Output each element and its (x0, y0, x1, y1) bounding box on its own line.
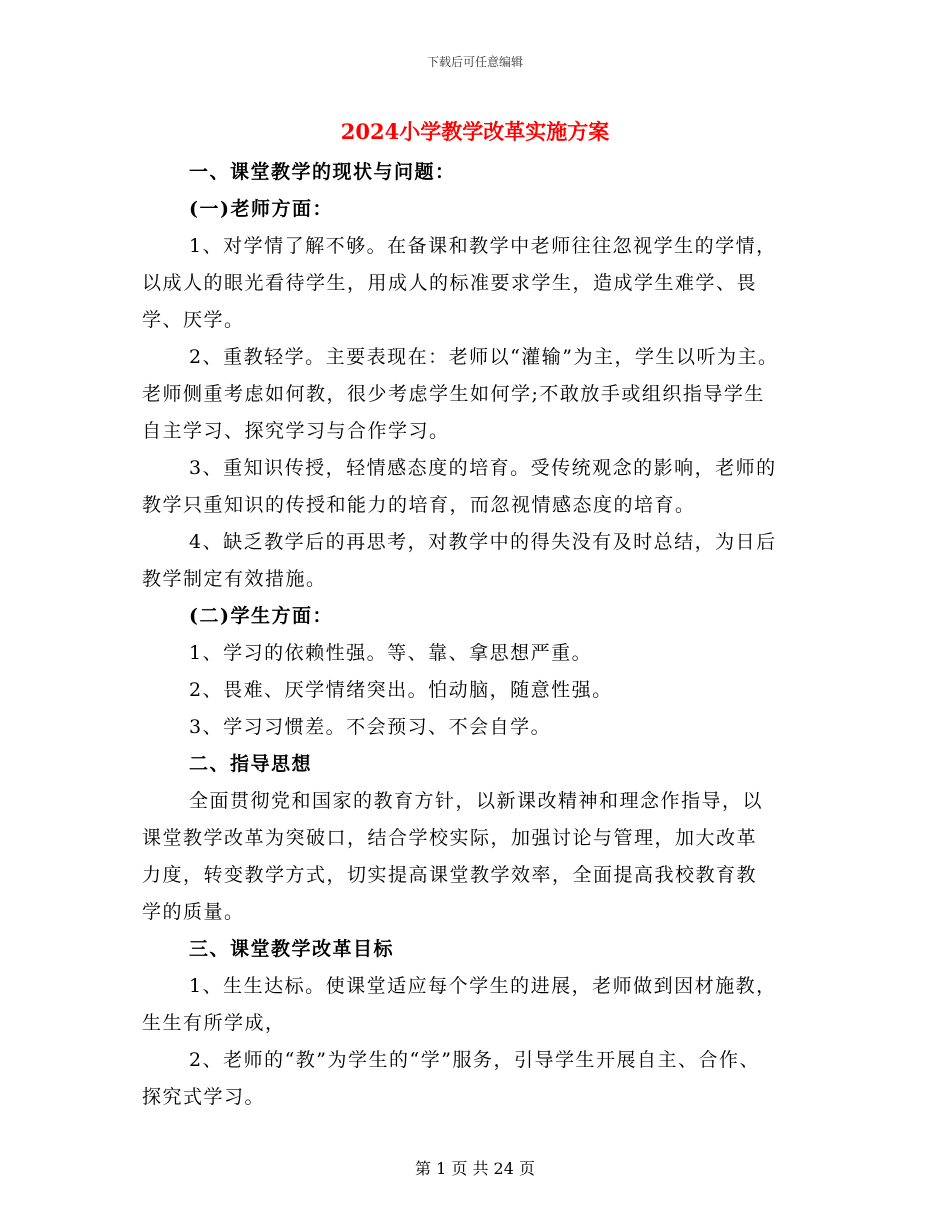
paragraph-line: 自主学习、探究学习与合作学习。 (142, 420, 450, 442)
paragraph-line: 老师侧重考虑如何教，很少考虑学生如何学;不敢放手或组织指导学生 (142, 383, 765, 405)
section-heading: (一)老师方面： (189, 198, 333, 220)
paragraph-line: 教学制定有效措施。 (142, 568, 327, 590)
section-heading: (二)学生方面： (189, 605, 333, 627)
paragraph-line: 3、学习习惯差。不会预习、不会自学。 (189, 716, 552, 738)
section-heading: 一、课堂教学的现状与问题： (189, 161, 456, 183)
section-heading: 三、课堂教学改革目标 (189, 938, 395, 960)
page-header-note: 下载后可任意编辑 (426, 55, 523, 69)
paragraph-line: 2、畏难、厌学情绪突出。怕动脑，随意性强。 (189, 679, 613, 701)
paragraph-line: 1、学习的依赖性强。等、靠、拿思想严重。 (189, 642, 593, 664)
paragraph-line: 力度，转变教学方式，切实提高课堂教学效率，全面提高我校教育教 (142, 864, 758, 886)
section-heading: 二、指导思想 (189, 753, 313, 775)
paragraph-line: 教学只重知识的传授和能力的培育，而忽视情感态度的培育。 (142, 494, 696, 516)
document-title: 2024小学教学改革实施方案 (340, 119, 610, 144)
paragraph-line: 学、厌学。 (142, 309, 245, 331)
paragraph-line: 探究式学习。 (142, 1086, 266, 1108)
paragraph-line: 学的质量。 (142, 901, 245, 923)
paragraph-line: 1、对学情了解不够。在备课和教学中老师往往忽视学生的学情， (189, 235, 777, 257)
paragraph-line: 3、重知识传授，轻情感态度的培育。受传统观念的影响，老师的 (189, 457, 777, 479)
document-body (142, 154, 832, 1116)
page-footer: 第 1 页 共 24 页 (415, 1159, 535, 1178)
paragraph-line: 课堂教学改革为突破口，结合学校实际，加强讨论与管理，加大改革 (142, 827, 758, 849)
paragraph-line: 1、生生达标。使课堂适应每个学生的进展，老师做到因材施教， (189, 975, 777, 997)
paragraph-line: 全面贯彻党和国家的教育方针，以新课改精神和理念作指导，以 (189, 790, 764, 812)
paragraph-line: 2、老师的“教”为学生的“学”服务，引导学生开展自主、合作、 (189, 1049, 760, 1071)
paragraph-line: 生生有所学成， (142, 1012, 286, 1034)
paragraph-line: 以成人的眼光看待学生，用成人的标准要求学生，造成学生难学、畏 (142, 272, 758, 294)
paragraph-line: 4、缺乏教学后的再思考，对教学中的得失没有及时总结，为日后 (189, 531, 777, 553)
paragraph-line: 2、重教轻学。主要表现在：老师以“灌输”为主，学生以听为主。 (189, 346, 779, 368)
